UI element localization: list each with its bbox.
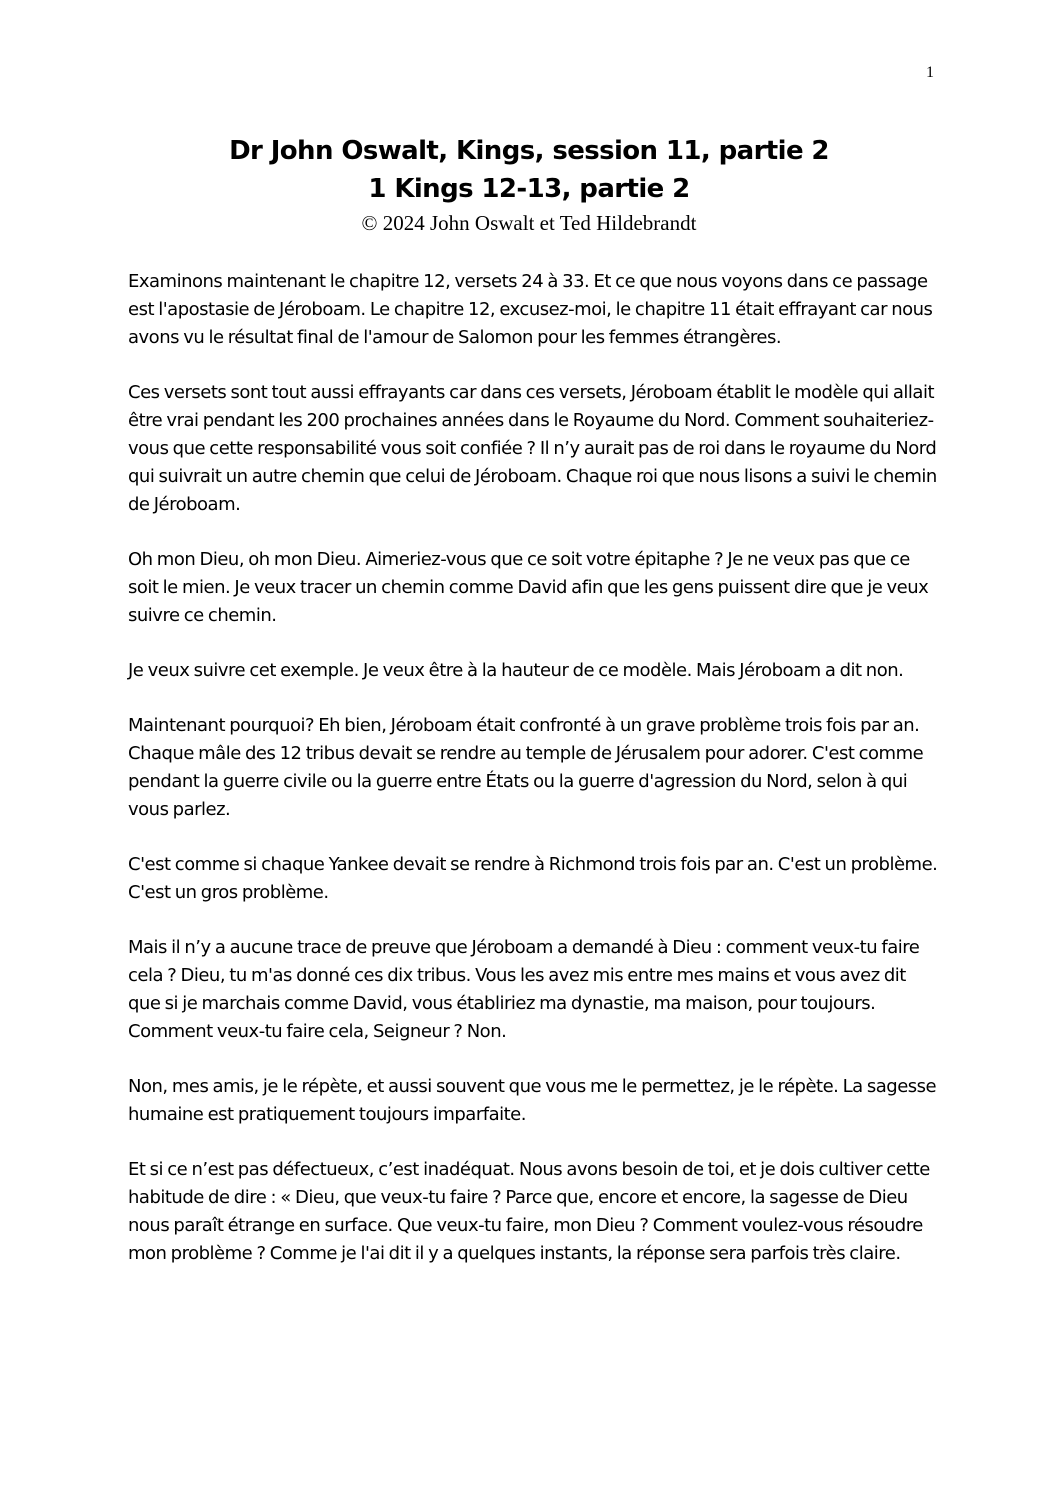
paragraph: Mais il n’y a aucune trace de preuve que Jéroboam a demandé à Dieu : comment veux-tu faire cela ? Dieu, tu m'as donné ces dix tribus. Vous les avez mis entre mes mains et vous avez dit que si je marchais comme David, vous établiriez ma dynastie, ma maison, pour toujours. Comment veux-tu faire cela, Seigneur ? Non. (128, 937, 920, 1042)
paragraph: Ces versets sont tout aussi effrayants car dans ces versets, Jéroboam établit le modèle qui allait être vrai pendant les 200 prochaines années dans le Royaume du Nord. Comment souhaiteriez-vous que cette responsabilité vous soit confiée ? Il n’y aurait pas de roi dans le royaume du Nord qui suivrait un autre chemin que celui de Jéroboam. Chaque roi que nous lisons a suivi le chemin de Jéroboam. (128, 382, 937, 515)
paragraph: Oh mon Dieu, oh mon Dieu. Aimeriez-vous que ce soit votre épitaphe ? Je ne veux pas que ce soit le mien. Je veux tracer un chemin comme David afin que les gens puissent dire que je veux suivre ce chemin. (128, 549, 929, 626)
paragraph: Maintenant pourquoi? Eh bien, Jéroboam était confronté à un grave problème trois fois par an. Chaque mâle des 12 tribus devait se rendre au temple de Jérusalem pour adorer. C'est comme pendant la guerre civile ou la guerre entre États ou la guerre d'agression du Nord, selon à qui vous parlez. (128, 715, 924, 820)
page-number: 1 (926, 64, 934, 81)
title-block (0, 132, 1058, 236)
paragraph: Examinons maintenant le chapitre 12, versets 24 à 33. Et ce que nous voyons dans ce passage est l'apostasie de Jéroboam. Le chapitre 12, excusez-moi, le chapitre 11 était effrayant car nous avons vu le résultat final de l'amour de Salomon pour les femmes étrangères. (128, 271, 933, 348)
paragraph: Et si ce n’est pas défectueux, c’est inadéquat. Nous avons besoin de toi, et je dois cultiver cette habitude de dire : « Dieu, que veux-tu faire ? Parce que, encore et encore, la sagesse de Dieu nous paraît étrange en surface. Que veux-tu faire, mon Dieu ? Comment voulez-vous résoudre mon problème ? Comme je l'ai dit il y a quelques instants, la réponse sera parfois très claire. (128, 1159, 930, 1264)
document-title: Dr John Oswalt, Kings, session 11, partie 2 (229, 136, 829, 166)
body-text (128, 268, 940, 1295)
paragraph: Non, mes amis, je le répète, et aussi souvent que vous me le permettez, je le répète. La sagesse humaine est pratiquement toujours imparfaite. (128, 1076, 937, 1125)
paragraph: Je veux suivre cet exemple. Je veux être à la hauteur de ce modèle. Mais Jéroboam a dit non. (128, 660, 904, 681)
paragraph: C'est comme si chaque Yankee devait se rendre à Richmond trois fois par an. C'est un problème. C'est un gros problème. (128, 854, 938, 903)
copyright-notice: © 2024 John Oswalt et Ted Hildebrandt (361, 211, 697, 235)
document-subtitle: 1 Kings 12-13, partie 2 (368, 174, 690, 204)
